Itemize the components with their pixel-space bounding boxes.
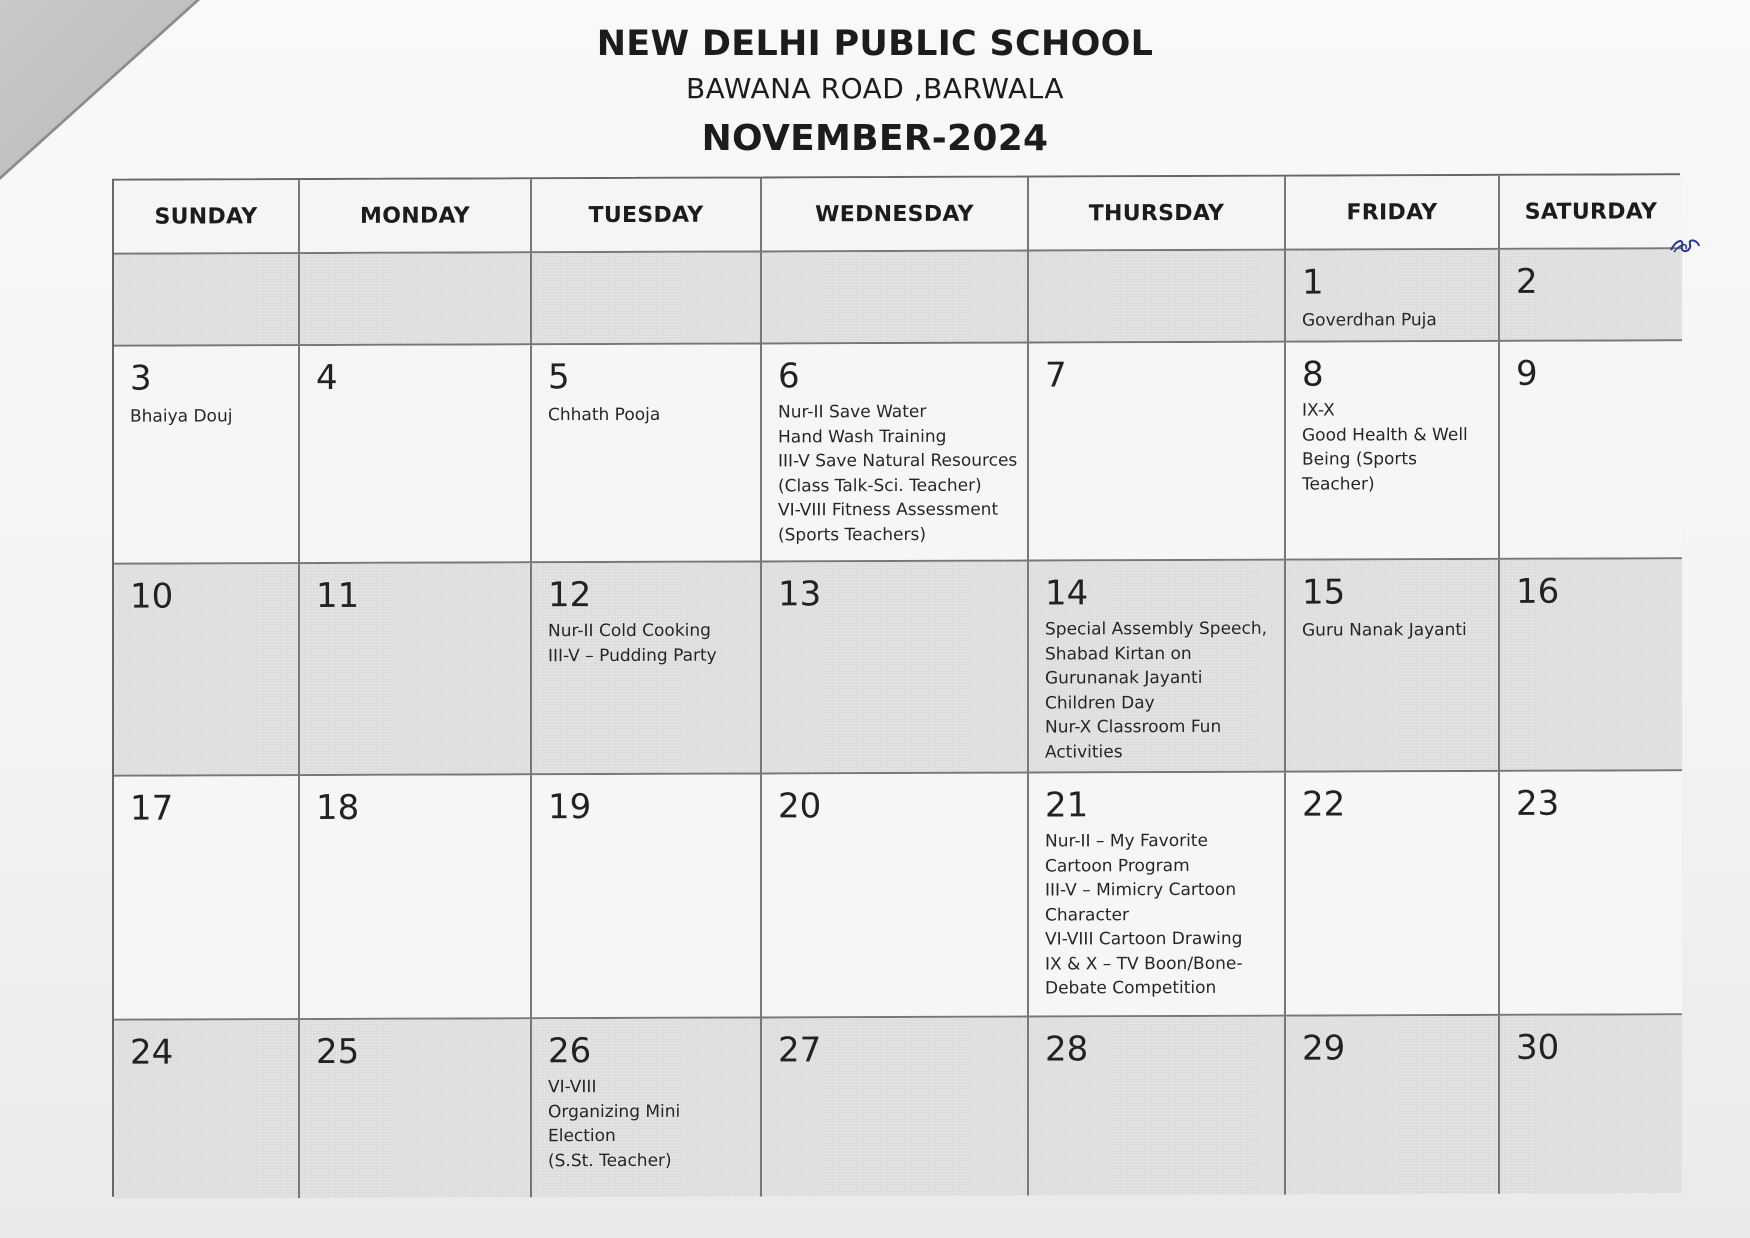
day-number: 13 <box>778 574 822 615</box>
day-number: 14 <box>1045 573 1089 614</box>
day-cell-7 <box>1029 343 1286 562</box>
day-number: 18 <box>316 787 360 829</box>
calendar-grid <box>112 173 1680 1196</box>
weekday-header-saturday: SATURDAY <box>1500 175 1682 250</box>
day-cell-18 <box>300 775 532 1020</box>
day-cell-12 <box>532 562 762 775</box>
day-number: 3 <box>130 358 152 399</box>
day-events: Nur-II – My Favorite Cartoon Program III-V – Mimicry Cartoon Character VI-VIII Cartoon Drawing IX & X – TV Boon/Bone- Debate Competition <box>1045 830 1243 999</box>
day-number: 16 <box>1516 571 1560 612</box>
day-cell-15 <box>1286 560 1500 773</box>
day-cell-9 <box>1500 341 1682 560</box>
day-cell-23 <box>1500 771 1682 1016</box>
day-cell-25 <box>300 1019 532 1198</box>
day-number: 8 <box>1302 354 1324 395</box>
day-cell-26 <box>532 1018 762 1197</box>
day-number: 21 <box>1045 785 1089 826</box>
day-number: 12 <box>548 575 592 616</box>
day-cell-4 <box>300 345 532 564</box>
day-number: 4 <box>316 357 338 399</box>
day-number: 5 <box>548 357 570 398</box>
school-address: BAWANA ROAD ,BARWALA <box>685 72 1065 105</box>
empty-day-cell <box>532 252 762 345</box>
day-cell-20 <box>762 774 1029 1019</box>
day-cell-1 <box>1286 250 1500 343</box>
day-number: 11 <box>316 575 360 617</box>
day-events: Bhaiya Douj <box>130 406 233 427</box>
day-cell-21 <box>1029 773 1286 1018</box>
day-cell-3 <box>114 346 300 565</box>
day-cell-5 <box>532 344 762 563</box>
day-number: 22 <box>1302 784 1346 825</box>
day-cell-17 <box>114 776 300 1021</box>
day-cell-10 <box>114 564 300 777</box>
empty-day-cell <box>1029 251 1286 344</box>
day-number: 30 <box>1516 1027 1560 1068</box>
day-events: Special Assembly Speech, Shabad Kirtan on Gurunanak Jayanti Children Day Nur-X Classroom Fun Activities <box>1045 618 1268 762</box>
school-name: NEW DELHI PUBLIC SCHOOL <box>596 24 1154 64</box>
day-cell-27 <box>762 1018 1029 1197</box>
day-cell-6 <box>762 344 1029 563</box>
day-number: 7 <box>1045 355 1067 396</box>
day-cell-2 <box>1500 249 1682 342</box>
day-number: 28 <box>1045 1029 1089 1070</box>
day-cell-29 <box>1286 1016 1500 1195</box>
day-number: 15 <box>1302 572 1346 613</box>
day-number: 29 <box>1302 1028 1346 1069</box>
empty-day-cell <box>762 252 1029 345</box>
day-number: 25 <box>316 1031 360 1073</box>
day-number: 9 <box>1516 353 1538 394</box>
day-number: 27 <box>778 1030 822 1071</box>
day-events: Nur-II Save Water Hand Wash Training III-V Save Natural Resources (Class Talk-Sci. Teacher) VI-VIII Fitness Assessment (Sports Teachers) <box>778 401 1018 545</box>
day-events: IX-X Good Health & Well Being (Sports Teacher) <box>1302 400 1468 495</box>
empty-day-cell <box>300 253 532 346</box>
weekday-header-tuesday: TUESDAY <box>532 178 762 253</box>
day-cell-30 <box>1500 1015 1682 1194</box>
month-title: NOVEMBER-2024 <box>701 118 1049 159</box>
weekday-header-friday: FRIDAY <box>1286 176 1500 251</box>
weekday-header-monday: MONDAY <box>300 179 532 254</box>
day-events: Chhath Pooja <box>548 404 661 426</box>
day-number: 19 <box>548 787 592 828</box>
day-number: 23 <box>1516 783 1560 824</box>
day-cell-24 <box>114 1020 300 1199</box>
day-cell-11 <box>300 563 532 776</box>
day-cell-13 <box>762 562 1029 775</box>
day-number: 17 <box>130 788 174 829</box>
weekday-header-wednesday: WEDNESDAY <box>762 178 1029 253</box>
day-number: 10 <box>130 576 174 617</box>
day-number: 24 <box>130 1032 174 1073</box>
day-events: Goverdhan Puja <box>1302 310 1437 331</box>
day-events: VI-VIII Organizing Mini Election (S.St. Teacher) <box>548 1077 681 1171</box>
empty-day-cell <box>114 254 300 347</box>
day-number: 1 <box>1302 262 1324 303</box>
day-number: 6 <box>778 356 800 397</box>
day-cell-19 <box>532 774 762 1019</box>
pen-mark-icon <box>1668 236 1702 258</box>
day-cell-8 <box>1286 342 1500 561</box>
day-cell-28 <box>1029 1017 1286 1196</box>
weekday-header-thursday: THURSDAY <box>1029 177 1286 252</box>
day-cell-22 <box>1286 772 1500 1017</box>
day-events: Guru Nanak Jayanti <box>1302 620 1467 641</box>
day-number: 2 <box>1516 261 1538 302</box>
day-cell-14 <box>1029 561 1286 774</box>
weekday-header-sunday: SUNDAY <box>114 180 300 255</box>
day-number: 26 <box>548 1031 592 1072</box>
day-cell-16 <box>1500 559 1682 772</box>
day-events: Nur-II Cold Cooking III-V – Pudding Party <box>548 620 717 666</box>
day-number: 20 <box>778 786 822 827</box>
